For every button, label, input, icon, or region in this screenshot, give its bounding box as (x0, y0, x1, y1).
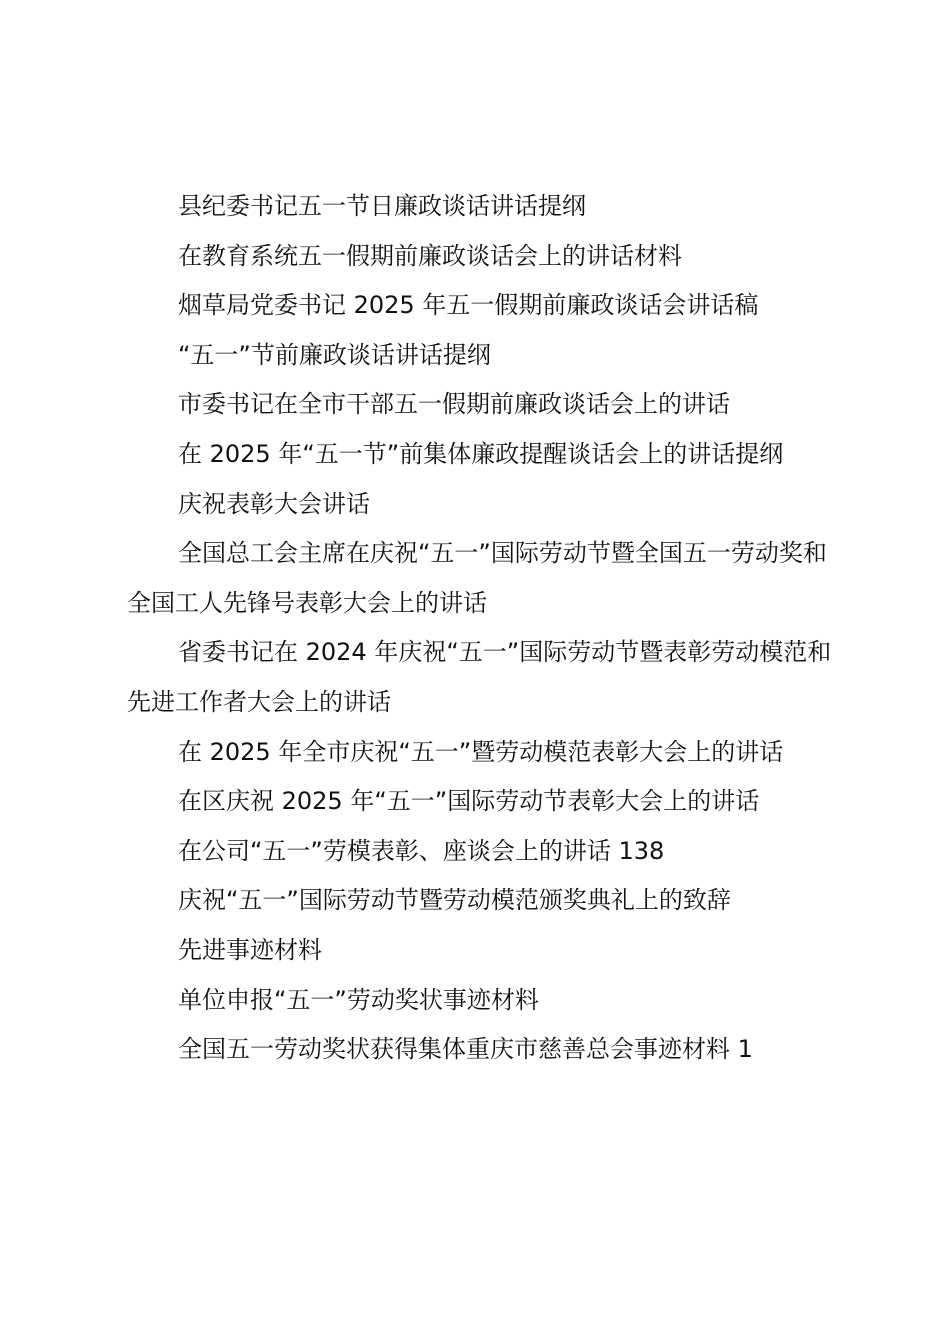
toc-entry: 在公司“五一”劳模表彰、座谈会上的讲话 138 (178, 836, 665, 865)
toc-entry: 全国五一劳动奖状获得集体重庆市慈善总会事迹材料 1 (178, 1035, 753, 1064)
toc-entry: 在 2025 年“五一节”前集体廉政提醒谈话会上的讲话提纲 (178, 439, 784, 468)
toc-entry: 省委书记在 2024 年庆祝“五一”国际劳动节暨表彰劳动模范和先进工作者大会上的讲话 (127, 638, 832, 716)
toc-entry: “五一”节前廉政谈话讲话提纲 (178, 340, 491, 369)
toc-entry: 全国总工会主席在庆祝“五一”国际劳动节暨全国五一劳动奖和全国工人先锋号表彰大会上的讲话 (127, 539, 827, 617)
toc-entry: 市委书记在全市干部五一假期前廉政谈话会上的讲话 (178, 390, 730, 419)
toc-entry: 在区庆祝 2025 年“五一”国际劳动节表彰大会上的讲话 (178, 787, 760, 816)
toc-entry: 在 2025 年全市庆祝“五一”暨劳动模范表彰大会上的讲话 (178, 737, 784, 766)
toc-entry: 在教育系统五一假期前廉政谈话会上的讲话材料 (178, 241, 682, 270)
toc-entry: 县纪委书记五一节日廉政谈话讲话提纲 (178, 192, 586, 220)
toc-entry: 单位申报“五一”劳动奖状事迹材料 (178, 985, 539, 1014)
section-heading: 庆祝表彰大会讲话 (178, 489, 370, 518)
toc-entry: 烟草局党委书记 2025 年五一假期前廉政谈话会讲话稿 (178, 291, 759, 320)
toc-entry: 庆祝“五一”国际劳动节暨劳动模范颁奖典礼上的致辞 (178, 886, 731, 915)
section-heading: 先进事迹材料 (178, 935, 322, 964)
table-of-contents (127, 182, 837, 1075)
